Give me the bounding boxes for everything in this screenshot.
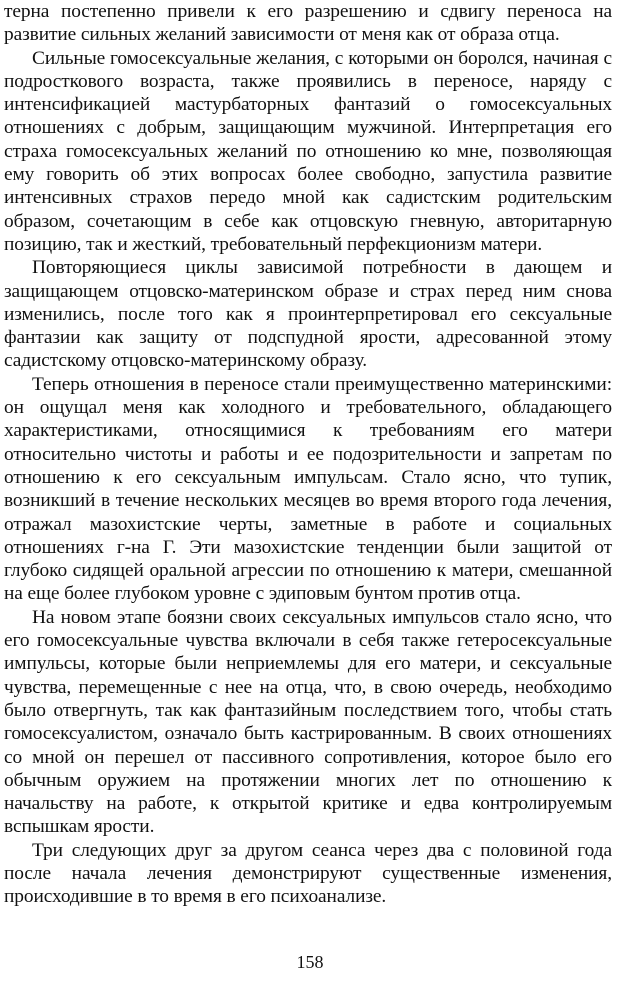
paragraph-3: Повторяющиеся циклы зависимой потребности в дающем и защищающем отцовско-материнском образе и страх перед ним снова изменились, после того как я проинтерпретировал его сексуальные фантазии как защиту от подспудной ярости, адресованной этому садистскому отцовско-материнскому образу. xyxy=(4,257,612,372)
paragraph-1: терна постепенно привели к его разрешению и сдвигу переноса на развитие сильных желаний зависимости от меня как от образа отца. xyxy=(4,1,612,46)
paragraph-4: Теперь отношения в переносе стали преимущественно материнскими: он ощущал меня как холодного и требовательного, обладающего характеристиками, относящимися к требованиям его матери относительно чистоты и работы и ее подозрительности и запретам по отношению к его сексуальным импульсам. Стало ясно, что тупик, возникший в течение нескольких месяцев во время второго года лечения, отражал мазохистские черты, заметные в работе и социальных отношениях г-на Г. Эти мазохистские тенденции были защитой от глубоко сидящей оральной агрессии по отношению к матери, смешанной на еще более глубоком уровне с эдиповым бунтом против отца. xyxy=(4,373,612,605)
page-number: 158 xyxy=(296,952,324,972)
page-body xyxy=(4,0,612,909)
paragraph-5: На новом этапе боязни своих сексуальных импульсов стало ясно, что его гомосексуальные чувства включали в себя также гетеросексуальные импульсы, которые были неприемлемы для его матери, и сексуальные чувства, перемещенные с нее на отца, что, в свою очередь, необходимо было отвергнуть, так как фантазийным последствием того, чтобы стать гомосексуалистом, означало быть кастрированным. В своих отношениях со мной он перешел от пассивного сопротивления, которое было его обычным оружием на протяжении многих лет по отношению к начальству на работе, к открытой критике и едва контролируемым вспышкам ярости. xyxy=(4,606,612,838)
paragraph-6: Три следующих друг за другом сеанса через два с половиной года после начала лечения демонстрируют существенные изменения, происходившие в то время в его психоанализе. xyxy=(4,839,612,908)
paragraph-2: Сильные гомосексуальные желания, с которыми он боролся, начиная с подросткового возраста, также проявились в переносе, наряду с интенсификацией мастурбаторных фантазий о гомосексуальных отношениях с добрым, защищающим мужчиной. Интерпретация его страха гомосексуальных желаний по отношению ко мне, позволяющая ему говорить об этих вопросах более свободно, запустила развитие интенсивных страхов передо мной как садистским родительским образом, сочетающим в себе как отцовскую гневную, авторитарную позицию, так и жесткий, требовательный перфекционизм матери. xyxy=(4,47,612,255)
